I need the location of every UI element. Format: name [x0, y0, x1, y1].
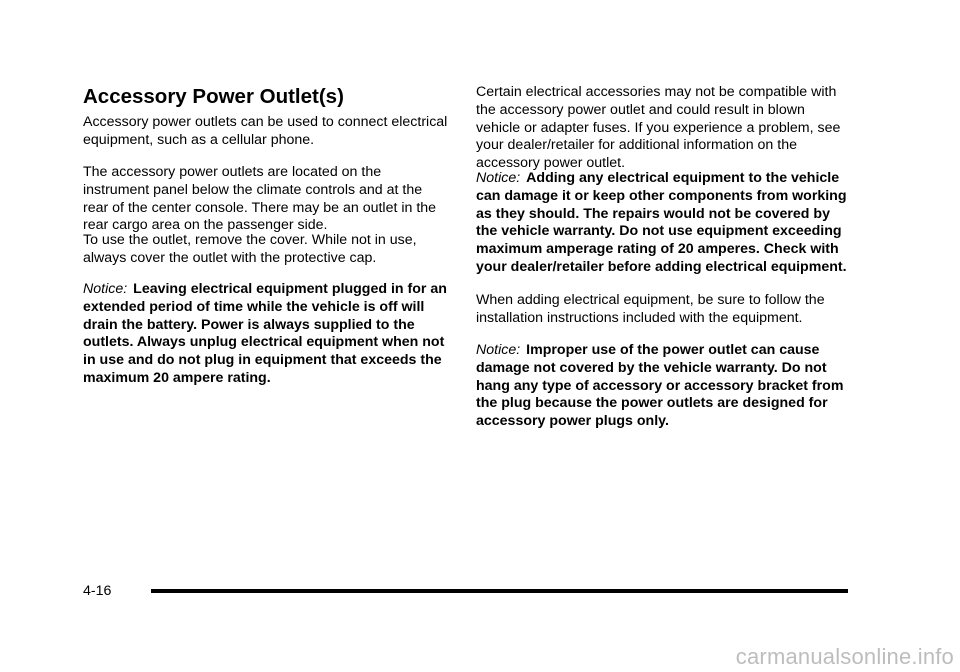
paragraph-installation: When adding electrical equipment, be sure to follow the installation instructions included with the equipment.: [476, 292, 825, 326]
page-footer: [83, 582, 853, 602]
paragraph-use-outlet: To use the outlet, remove the cover. While not in use, always cover the outlet with the protective cap.: [83, 232, 417, 266]
paragraph-compatibility: Certain electrical accessories may not be compatible with the accessory power outlet and could result in blown vehicle or adapter fuses. If you experience a problem, see your dealer/retailer for additional information on the accessory power outlet.: [476, 84, 841, 172]
notice-label: Notice:: [476, 170, 521, 186]
paragraph-outlet-locations: The accessory power outlets are located on the instrument panel below the climate controls and at the rear of the center console. There may be an outlet in the rear cargo area on the passenger side.: [83, 164, 437, 234]
footer-rule: [151, 589, 848, 593]
notice-label: Notice:: [476, 342, 521, 358]
watermark: carmanualsonline.info: [735, 644, 954, 669]
notice-text: Improper use of the power outlet can cause damage not covered by the vehicle warranty. Do not hang any type of accessory or accessory bracket from the plug because the power outlets are designed for accessory power plugs only.: [476, 342, 844, 430]
notice-label: Notice:: [83, 281, 128, 297]
notice-battery-drain: [83, 281, 448, 388]
notice-improper-use: [476, 342, 851, 431]
notice-text: Leaving electrical equipment plugged in for an extended period of time while the vehicle is off will drain the battery. Power is always supplied to the outlets. Always unplug electrical equipment when not in use and do not plug in equipment that exceeds the maximum 20 ampere rating.: [83, 281, 447, 386]
page-number: 4-16: [83, 583, 112, 599]
notice-text: Adding any electrical equipment to the vehicle can damage it or keep other components from working as they should. The repairs would not be covered by the vehicle warranty. Do not use equipment exceeding maximum amperage rating of 20 amperes. Check with your dealer/retailer before adding electrical equipment.: [476, 170, 847, 275]
section-heading: Accessory Power Outlet(s): [83, 85, 344, 108]
notice-adding-equipment: [476, 170, 851, 277]
paragraph-connect-equipment: Accessory power outlets can be used to connect electrical equipment, such as a cellular phone.: [83, 114, 448, 148]
